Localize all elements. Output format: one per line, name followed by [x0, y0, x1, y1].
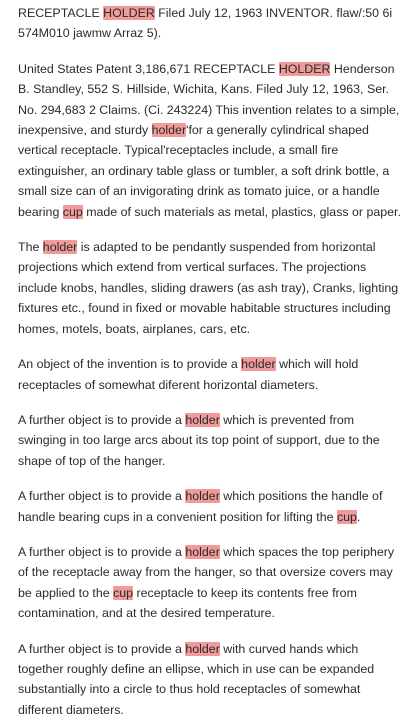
highlighted-term: cup	[336, 509, 357, 524]
text-run: An object of the invention is to provide a	[18, 357, 242, 372]
text-run: which is prevented from swinging in too large arcs about its top point of support, due to the shape of top of the hanger.	[18, 412, 380, 468]
text-run: Filed July 12, 1963 INVENTOR. flaw/:50 6i 574M010 jawmw Arraz 5).	[18, 6, 393, 41]
document-text	[18, 3, 402, 720]
text-run: which will hold receptacles of somewhat diferent horizontal diameters.	[18, 357, 359, 392]
paragraph-5	[18, 410, 402, 471]
text-run: A further object is to provide a	[18, 641, 186, 656]
highlighted-term: holder	[42, 240, 78, 255]
text-run: A further object is to provide a	[18, 489, 186, 504]
text-run: receptacle to keep its contents free from contamination, and at the desired temperature.	[18, 585, 357, 621]
paragraph-1	[18, 3, 402, 44]
paragraph-7	[18, 542, 402, 624]
text-run: Henderson B. Standley, 552 S. Hillside, Wichita, Kans. Filed July 12, 1963, Ser. No. 294,683 2 Claims. (Ci. 243224) This invention relates to a simple, inexpensive, and sturdy	[18, 61, 400, 138]
paragraph-6	[18, 486, 402, 527]
highlighted-term: HOLDER	[278, 61, 331, 76]
text-run: made of such materials as metal, plastics, glass or paper.	[82, 204, 401, 219]
highlighted-term: cup	[62, 204, 83, 219]
text-run: is adapted to be pendantly suspended from horizontal projections which extend from vertical surfaces. The projections include knobs, handles, sliding drawers (as ash tray), Cranks, lighting fixtures etc., found in fixed or movable habitable structures including homes, motels, boats, airplanes, cars, etc.	[18, 240, 399, 336]
highlighted-term: holder	[151, 123, 187, 138]
text-run: United States Patent 3,186,671 RECEPTACLE	[18, 61, 279, 76]
text-run: A further object is to provide a	[18, 544, 186, 559]
highlighted-term: cup	[113, 585, 134, 600]
text-run: A further object is to provide a	[18, 412, 186, 427]
highlighted-term: HOLDER	[103, 6, 155, 20]
paragraph-4	[18, 354, 402, 395]
text-run: RECEPTACLE	[18, 6, 104, 20]
text-run: 'for a generally cylindrical shaped vertical receptacle. Typical'receptacles include, a small fire extinguisher, an ordinary table glass or tumbler, a soft drink bottle, a small size can of an invigorating drink as tomato juice, or a handle bearing	[18, 123, 390, 219]
highlighted-term: holder	[241, 357, 276, 372]
highlighted-term: holder	[185, 412, 220, 427]
paragraph-2	[18, 59, 402, 222]
highlighted-term: holder	[185, 544, 220, 559]
text-run: .	[356, 509, 361, 524]
paragraph-8	[18, 639, 402, 721]
text-run: which spaces the top periphery of the receptacle away from the hanger, so that oversize covers may be applied to the	[18, 544, 395, 600]
text-run: which positions the handle of handle bearing cups in a convenient position for lifting the	[18, 489, 383, 524]
text-run: The	[18, 240, 43, 255]
highlighted-term: holder	[185, 489, 220, 504]
paragraph-3	[18, 237, 402, 339]
text-run: with curved hands which together roughly define an ellipse, which in use can be expanded substantially into a circle to thus hold receptacles of somewhat different diameters.	[18, 641, 375, 717]
highlighted-term: holder	[185, 641, 220, 656]
